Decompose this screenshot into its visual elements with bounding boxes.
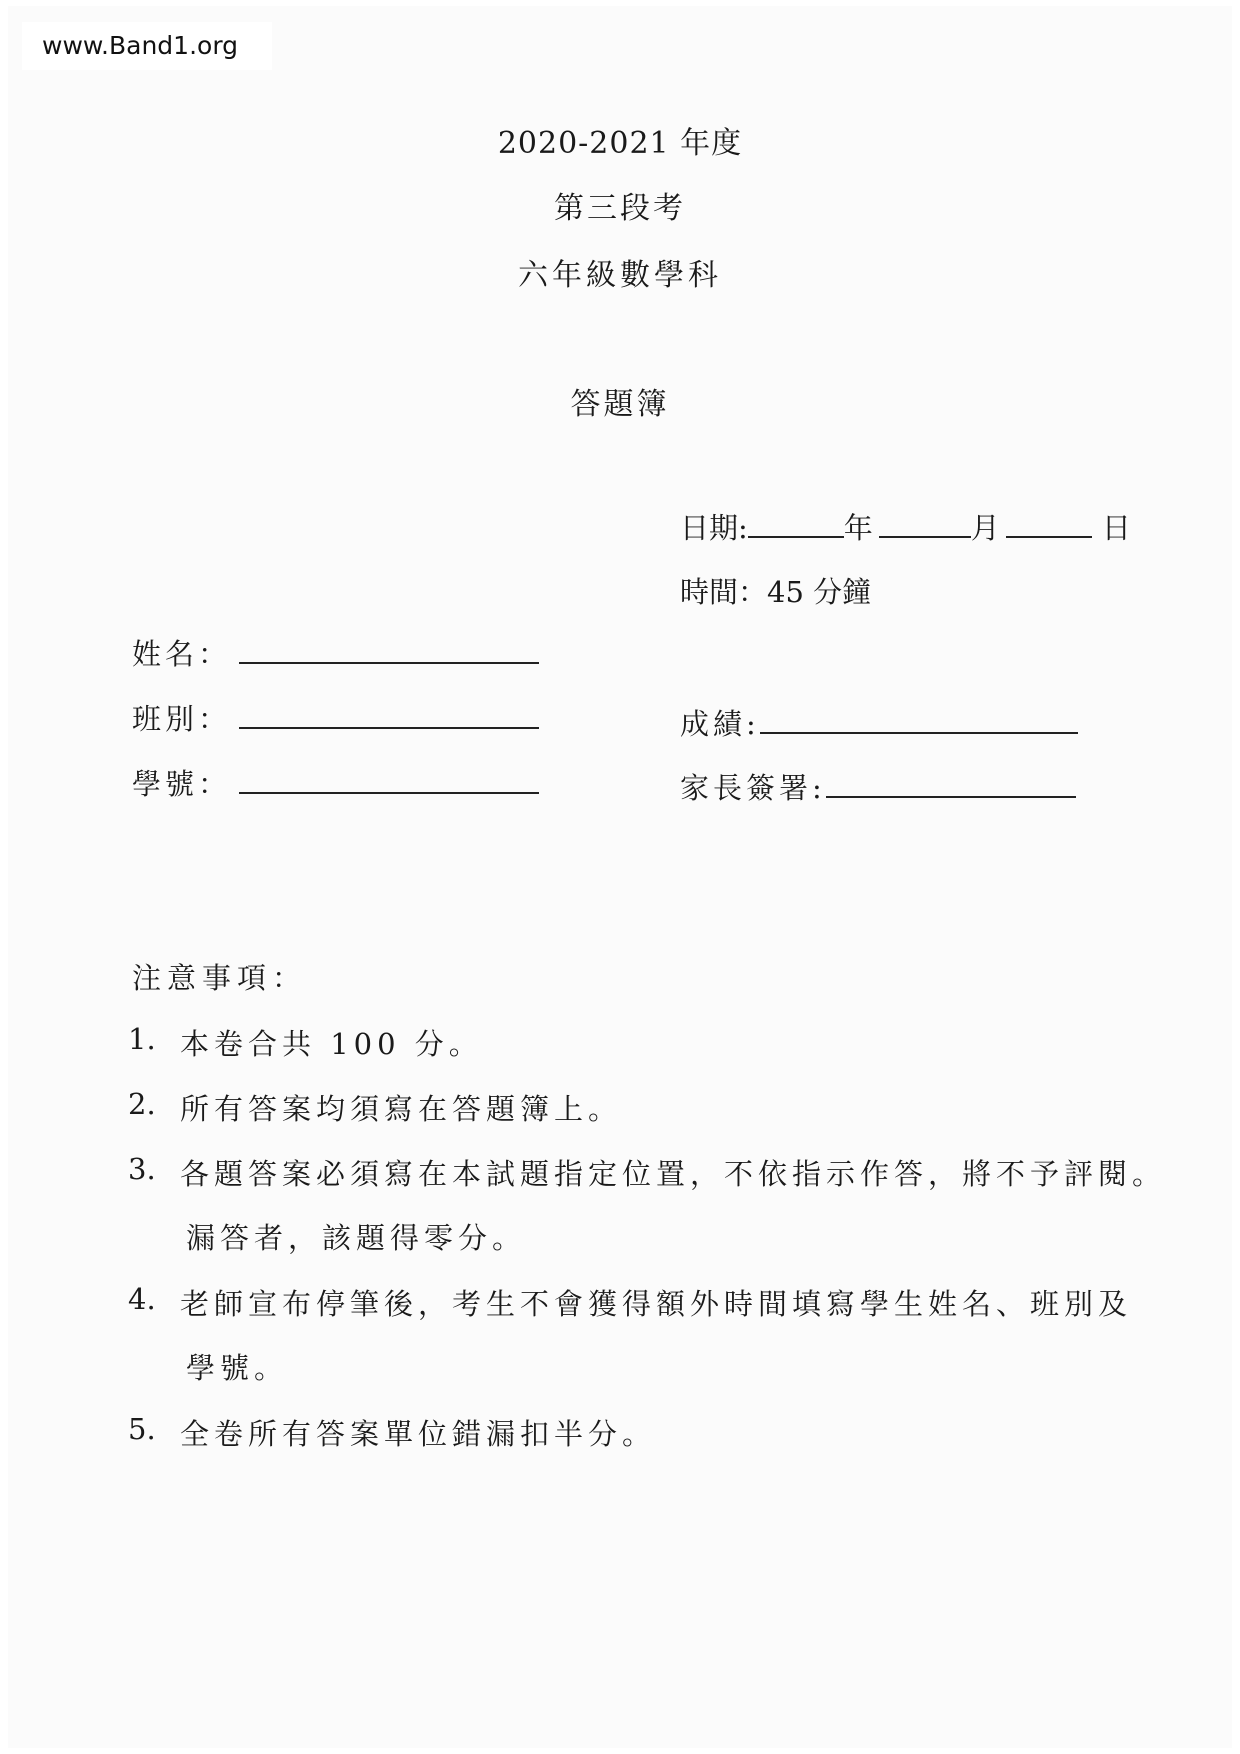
grade-field-row [680,702,1078,743]
number-field[interactable] [239,764,539,794]
class-field[interactable] [239,699,539,729]
grade-label: 成績: [680,707,760,741]
note-text: 所有答案均須寫在答題簿上。 [180,1092,623,1126]
signature-label: 家長簽署: [680,771,826,805]
note-item [128,1087,622,1128]
time-text: 時間：45 分鐘 [680,575,872,609]
note-number: 5. [128,1412,156,1446]
note-item [128,1152,1166,1193]
note-item [128,1412,656,1453]
note-item [128,1282,1132,1323]
note-item [128,1022,483,1063]
note-continuation: 漏答者，該題得零分。 [186,1221,527,1255]
grade-field[interactable] [760,704,1078,734]
class-field-row [132,697,539,738]
number-label: 學號： [132,767,232,801]
date-label: 日期: [680,511,748,545]
class-label: 班別： [132,702,232,736]
note-continuation: 學號。 [186,1351,289,1385]
month-unit: 月 [970,511,1000,545]
signature-field-row [680,766,1076,807]
month-blank[interactable] [879,508,971,538]
day-blank[interactable] [1006,508,1092,538]
subject-title: 六年級數學科 [518,258,722,293]
name-label: 姓名： [132,637,232,671]
exam-title: 第三段考 [554,191,686,226]
notes-title: 注意事項： [132,961,308,995]
note-number: 1. [128,1022,156,1056]
note-text: 本卷合共 100 分。 [180,1027,483,1061]
note-number: 3. [128,1152,156,1186]
school-year: 2020-2021 年度 [497,126,743,161]
booklet-title: 答題簿 [570,387,670,422]
note-number: 4. [128,1282,156,1316]
signature-field[interactable] [826,768,1076,798]
number-field-row [132,762,539,803]
year-unit: 年 [843,511,873,545]
watermark: www.Band1.org [22,22,272,70]
year-blank[interactable] [748,508,844,538]
date-row [680,506,1131,547]
note-text: 老師宣布停筆後，考生不會獲得額外時間填寫學生姓名、班別及 [180,1287,1133,1321]
name-field-row [132,632,539,673]
note-number: 2. [128,1087,156,1121]
note-text: 全卷所有答案單位錯漏扣半分。 [180,1417,657,1451]
note-text: 各題答案必須寫在本試題指定位置，不依指示作答，將不予評閱。 [180,1157,1167,1191]
name-field[interactable] [239,634,539,664]
day-unit: 日 [1101,511,1131,545]
